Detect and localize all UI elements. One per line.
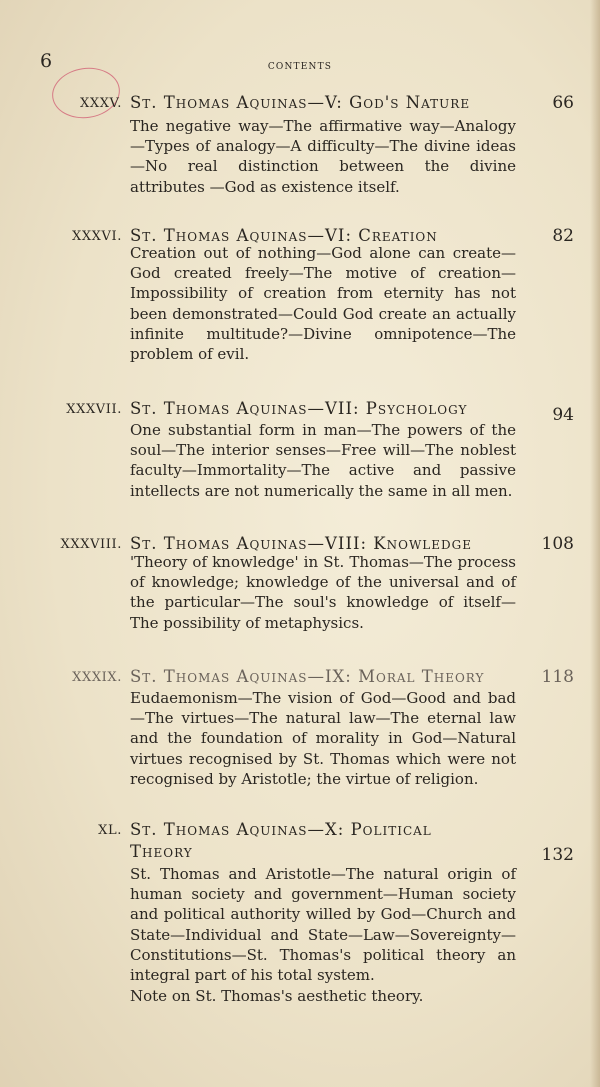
page-number: 6 <box>40 50 53 72</box>
chapter-note: Note on St. Thomas's aesthetic theory. <box>130 987 424 1005</box>
chapter-title: St. Thomas Aquinas—X: Political Theory <box>130 820 432 861</box>
chapter-page-number: 108 <box>541 534 574 554</box>
chapter-page-number: 82 <box>552 226 574 246</box>
running-head: contents <box>267 58 333 73</box>
chapter-description: 'Theory of knowledge' in St. Thomas—The process of knowledge; knowledge of the universal and of the particular—The soul's knowledge of itself—The possibility of metaphysics. <box>130 553 516 632</box>
chapter-numeral: XXXVI. <box>71 229 122 244</box>
chapter-numeral: XXXV. <box>79 96 122 111</box>
chapter-numeral: XXXIX. <box>72 670 122 685</box>
chapter-description: The negative way—The affirmative way—Analogy —Types of analogy—A difficulty—The divine ideas —No real distinction between the divine attributes —God as existence itself. <box>130 117 516 196</box>
page-edge-shadow <box>590 0 600 1087</box>
chapter-description: St. Thomas and Aristotle—The natural origin of human society and government—Human society and political authority willed by God—Church and State—Individual and State—Law—Sovereignty— Constitutions—St. Thomas's political theory an integral part of his total system. <box>130 865 516 985</box>
chapter-description: Creation out of nothing—God alone can create— God created freely—The motive of creation—Impossibility of creation from eternity has not been demonstrated—Could God create an actually infinite multitude?—Divine omnipotence—The problem of evil. <box>130 244 516 364</box>
chapter-page-number: 118 <box>541 667 574 687</box>
chapter-page-number: 66 <box>552 93 574 113</box>
chapter-title: St. Thomas Aquinas—IX: Moral Theory <box>130 667 485 686</box>
chapter-description: One substantial form in man—The powers of the soul—The interior senses—Free will—The noblest faculty—Immortality—The active and passive intellects are not numerically the same in all men. <box>130 421 516 500</box>
chapter-page-number: 132 <box>541 845 574 865</box>
chapter-numeral: XL. <box>98 823 122 838</box>
chapter-numeral: XXXVIII. <box>60 537 122 552</box>
chapter-title: St. Thomas Aquinas—VII: Psychology <box>130 399 468 418</box>
chapter-page-number: 94 <box>552 405 574 425</box>
chapter-title: St. Thomas Aquinas—V: God's Nature <box>130 93 471 112</box>
chapter-title: St. Thomas Aquinas—VI: Creation <box>130 226 438 245</box>
chapter-title: St. Thomas Aquinas—VIII: Knowledge <box>130 534 472 553</box>
chapter-numeral: XXXVII. <box>66 402 122 417</box>
chapter-description: Eudaemonism—The vision of God—Good and bad —The virtues—The natural law—The eternal law and the foundation of morality in God—Natural virtues recognised by St. Thomas which were not recognised by Aristotle; the virtue of religion. <box>130 689 516 788</box>
